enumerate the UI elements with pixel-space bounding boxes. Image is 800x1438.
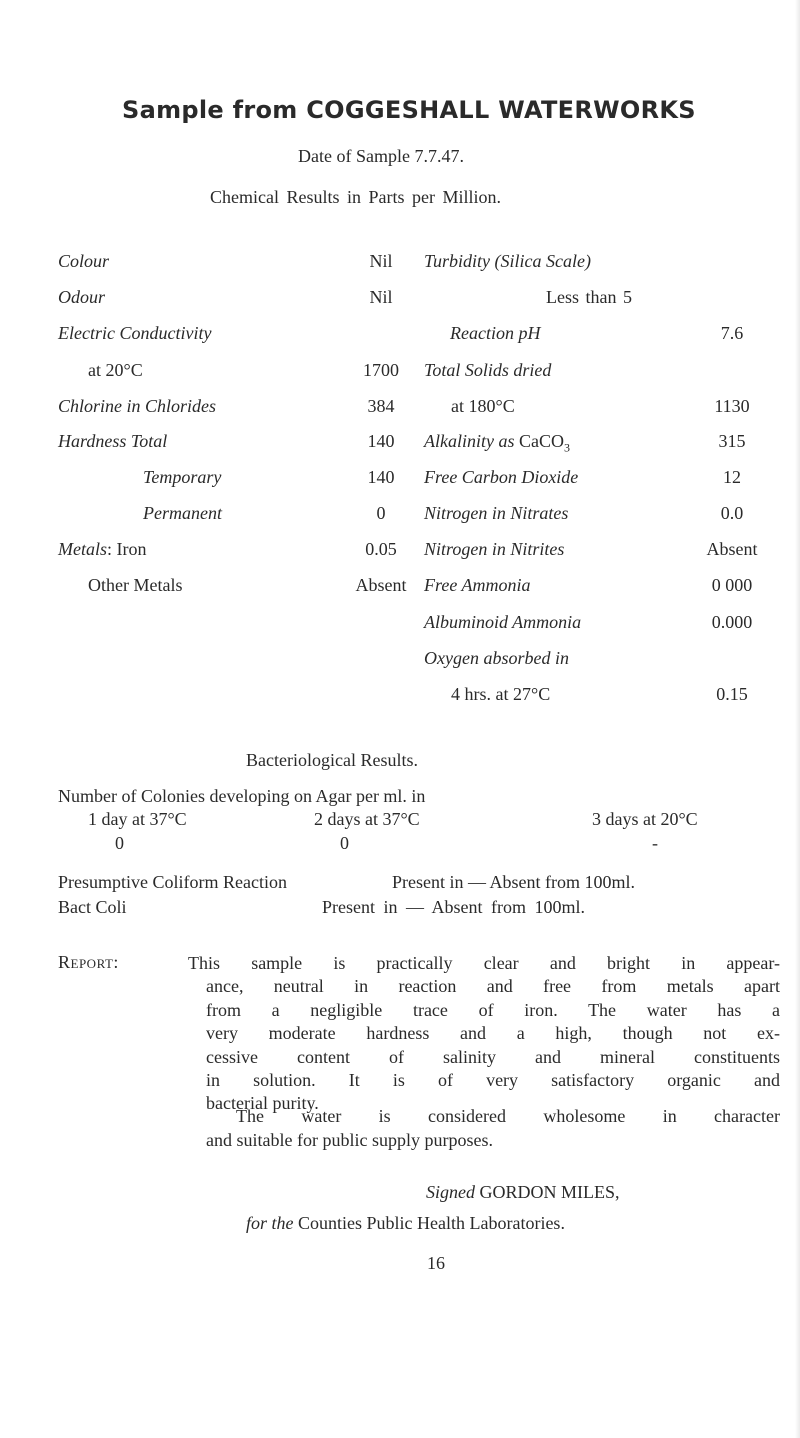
chemical-results-heading: Chemical Results in Parts per Million.	[210, 187, 501, 207]
left-row-label: Permanent	[143, 503, 222, 523]
page-edge-shadow	[795, 0, 800, 1438]
bacteriological-heading: Bacteriological Results.	[246, 750, 418, 770]
organization-name: Counties Public Health Laboratories.	[298, 1213, 565, 1233]
period-label: 3 days at 20°C	[592, 809, 698, 829]
left-row-label: Temporary	[143, 467, 222, 487]
right-row-value: 7.6	[720, 323, 744, 343]
metals-iron-label: Iron	[116, 539, 147, 559]
left-row-label: Odour	[58, 287, 106, 307]
period-label: 2 days at 37°C	[314, 809, 420, 829]
right-row-label: 4 hrs. at 27°C	[451, 684, 551, 704]
right-row-value: 12	[723, 467, 741, 487]
left-row-label: Chlorine in Chlorides	[58, 396, 217, 416]
right-row-label: Nitrogen in Nitrates	[424, 503, 569, 523]
left-row-value: 1700	[363, 360, 399, 380]
left-row-value: Nil	[369, 251, 393, 271]
report-line: This sample is practically clear and bright in appear-	[188, 953, 780, 973]
left-row-label: Colour	[58, 251, 110, 271]
right-row-value: 0.15	[716, 684, 748, 704]
signature-line	[426, 1182, 620, 1203]
alkalinity-label: Alkalinity as	[424, 431, 515, 451]
right-row-label: Less than 5	[546, 287, 632, 307]
date-of-sample: Date of Sample 7.7.47.	[298, 146, 464, 166]
bact-coli-label: Bact Coli	[58, 897, 127, 917]
left-row-value: 384	[367, 396, 395, 416]
coliform-label: Presumptive Coliform Reaction	[58, 872, 287, 892]
left-row-value: 0	[376, 503, 386, 523]
conclusion-line: and suitable for public supply purposes.	[206, 1130, 493, 1150]
left-row-value: 140	[367, 467, 395, 487]
left-row-value: 140	[367, 431, 395, 451]
left-row-label: at 20°C	[88, 360, 143, 380]
right-row-label: Nitrogen in Nitrites	[424, 539, 565, 559]
left-row-label: Hardness Total	[58, 431, 168, 451]
left-row-label: Metals: Iron	[58, 539, 147, 559]
right-row-label: Albuminoid Ammonia	[424, 612, 582, 632]
metals-prefix: Metals	[58, 539, 107, 559]
left-row-label: Other Metals	[88, 575, 183, 595]
report-line: ance, neutral in reaction and free from metals apart	[206, 976, 780, 996]
report-line: cessive content of salinity and mineral constituents	[206, 1047, 780, 1067]
laboratory-line	[246, 1213, 565, 1234]
right-row-label: Free Carbon Dioxide	[424, 467, 579, 487]
signed-word: Signed	[426, 1182, 475, 1202]
report-line: from a negligible trace of iron. The water has a	[206, 1000, 780, 1020]
for-the: for the	[246, 1213, 294, 1233]
bact-coli-result: Present in — Absent from 100ml.	[322, 897, 585, 917]
report-label: Report:	[58, 952, 119, 972]
left-row-value: Absent	[355, 575, 407, 595]
right-row-label: Free Ammonia	[424, 575, 531, 595]
signed-name: GORDON MILES,	[479, 1182, 620, 1202]
right-row-value: 315	[718, 431, 746, 451]
page-title: Sample from COGGESHALL WATERWORKS	[122, 96, 696, 124]
conclusion-line: The water is considered wholesome in character	[236, 1106, 780, 1126]
colonies-line: Number of Colonies developing on Agar per ml. in	[58, 786, 426, 806]
right-row-label	[424, 431, 570, 456]
coliform-result: Present in — Absent from 100ml.	[392, 872, 635, 892]
right-row-label: at 180°C	[451, 396, 515, 416]
report-line: very moderate hardness and a high, though not ex-	[206, 1023, 780, 1043]
right-row-value: 1130	[714, 396, 750, 416]
left-row-label: Electric Conductivity	[58, 323, 212, 343]
left-row-value: Nil	[369, 287, 393, 307]
report-line: in solution. It is of very satisfactory organic and	[206, 1070, 780, 1090]
right-row-value: Absent	[706, 539, 758, 559]
right-row-value: 0.000	[711, 612, 753, 632]
alkalinity-formula: CaCO$_3$	[518, 431, 570, 455]
period-value: -	[652, 833, 658, 853]
period-value: 0	[115, 833, 124, 853]
left-row-value: 0.05	[365, 539, 397, 559]
period-value: 0	[340, 833, 349, 853]
right-row-value: 0.0	[720, 503, 744, 523]
right-row-label: Total Solids dried	[424, 360, 552, 380]
period-label: 1 day at 37°C	[88, 809, 187, 829]
right-row-label: Reaction pH	[450, 323, 541, 343]
right-row-label: Turbidity (Silica Scale)	[424, 251, 591, 271]
page-number: 16	[427, 1253, 445, 1273]
report-line: bacterial purity.	[206, 1093, 319, 1113]
right-row-value: 0 000	[711, 575, 753, 595]
right-row-label: Oxygen absorbed in	[424, 648, 569, 668]
